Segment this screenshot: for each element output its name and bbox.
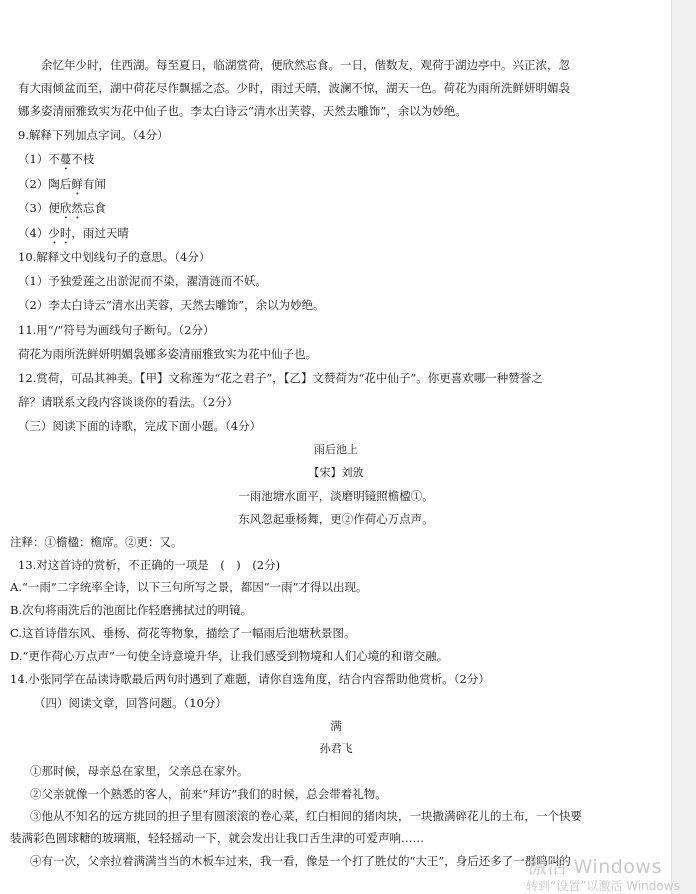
article-paragraph-3a: ③他从不知名的远方挑回的担子里有圆滚滚的卷心菜，红白相间的猪肉块，一块撒满碎花儿的土布，一个快要 xyxy=(30,809,582,823)
q9-i1-prefix: （1）不 xyxy=(18,152,60,166)
article-paragraph-1: ①那时候，母亲总在家里，父亲总在家外。 xyxy=(30,764,249,778)
q10-s2-prefix: （2） xyxy=(18,298,49,312)
q9-i4-suffix: ，雨过天晴 xyxy=(71,226,129,240)
question-12-line-1: 12.赏荷，可品其神美。【甲】文称莲为“花之君子”，【乙】文赞荷为“花中仙子”。你更喜欢哪一种赞誉之 xyxy=(18,371,543,385)
question-9-stem: 9.解释下列加点字词。（4分） xyxy=(18,128,169,142)
q9-i2-dotted: 鲜 xyxy=(71,177,83,191)
question-13-option-b: B.次句将雨洗后的池面比作轻磨拂拭过的明镜。 xyxy=(10,603,253,617)
poem-title: 雨后池上 xyxy=(314,443,358,456)
q9-i3-dotted: 欣然 xyxy=(59,201,83,215)
q10-s1-prefix: （1） xyxy=(18,274,49,288)
q9-i4-dotted: 少时 xyxy=(48,226,72,240)
question-10-item-1 xyxy=(18,274,658,288)
q9-i1-suffix: 不枝 xyxy=(71,152,95,166)
vertical-scrollbar[interactable] xyxy=(671,0,696,894)
question-13-option-c: C.这首诗借东风、垂杨、荷花等物象，描绘了一幅雨后池塘秋景图。 xyxy=(10,626,356,640)
question-11-sentence: 荷花为雨所洗鲜妍明媚袅娜多姿清丽雅致实为花中仙子也。 xyxy=(18,347,317,361)
poem-notes: 注释：①檐楹：檐席。②更：又。 xyxy=(10,535,183,549)
q9-i3-suffix: 忘食 xyxy=(82,201,106,215)
poem-author: 【宋】刘攽 xyxy=(308,466,364,479)
question-13-option-d: D.“更作荷心万点声”一句使全诗意境升华，让我们感受到物境和人们心境的和谐交融。 xyxy=(10,649,449,663)
question-10-stem: 10.解释文中划线句子的意思。（4分） xyxy=(18,250,211,264)
question-9-item-4 xyxy=(18,226,658,247)
q10-s2-sentence: 李太白诗云“清水出芙蓉，天然去雕饰”，余以为妙绝。 xyxy=(48,298,325,312)
question-9-item-2 xyxy=(18,177,658,198)
poem-line-2: 东风忽起垂杨舞，更②作荷心万点声。 xyxy=(238,512,434,526)
activation-watermark-title: 激活 Windows xyxy=(528,856,662,878)
article-paragraph-4: ④有一次，父亲拉着满满当当的木板车过来，我一看，像是一个打了胜仗的“大王”，身后还多了一群鸣叫的 xyxy=(30,854,571,868)
passage-line-2: 有大雨倾盆而至，湖中荷花尽作飘摇之态。少时，雨过天晴，波澜不惊，湖天一色。荷花为雨所洗鲜妍明媚袅 xyxy=(18,81,570,95)
q9-i2-prefix: （2）陶后 xyxy=(18,177,72,191)
q9-i3-prefix: （3）便 xyxy=(18,201,60,215)
passage-line-1: 余忆年少时，住西湖。每至夏日，临湖赏荷，便欣然忘食。一日，偕数友，观荷于湖边亭中。兴正浓，忽 xyxy=(41,58,570,72)
q9-i4-prefix: （4） xyxy=(18,226,49,240)
question-12-line-2: 辞？请联系文段内容谈谈你的看法。（2分） xyxy=(18,395,239,409)
passage-line-3: 娜多姿清丽雅致实为花中仙子也。李太白诗云“清水出芙蓉，天然去雕饰”，余以为妙绝。 xyxy=(18,104,467,118)
question-14-stem: 14.小张同学在品读诗歌最后两句时遇到了难题，请你自选角度，结合内容帮助他赏析。（2分） xyxy=(10,672,490,686)
question-9-item-3 xyxy=(18,201,658,222)
activation-watermark-subtitle: 转到“设置”以激活 Windows xyxy=(526,879,680,893)
question-11-stem: 11.用“/”符号为画线句子断句。（2分） xyxy=(18,323,215,337)
question-13-option-a: A.“一雨”二字统率全诗，以下三句所写之景，都因“一雨”才得以出现。 xyxy=(10,580,368,594)
section-4-heading: （四）阅读文章，回答问题。（10分） xyxy=(34,696,227,710)
section-3-heading: （三）阅读下面的诗歌，完成下面小题。（4分） xyxy=(18,419,262,433)
question-9-item-1 xyxy=(18,152,658,173)
question-10-item-2 xyxy=(18,298,658,312)
question-13-stem: 13.对这首诗的赏析，不正确的一项是 ( ) (2分) xyxy=(18,558,281,572)
q9-i2-suffix: 有闻 xyxy=(82,177,106,191)
poem-line-1: 一雨池塘水面平，淡磨明镜照檐楹①。 xyxy=(238,489,434,503)
article-paragraph-3b: 装满彩色圆球糖的玻璃瓶，轻轻摇动一下，就会发出让我口舌生津的可爱声响…… xyxy=(10,831,424,845)
q10-s1-sentence: 予独爱莲之出淤泥而不染，濯清涟而不妖。 xyxy=(48,274,267,288)
article-title: 满 xyxy=(330,719,342,733)
q9-i1-dotted: 蔓 xyxy=(59,152,72,166)
article-author: 孙君飞 xyxy=(319,742,353,755)
article-paragraph-2: ②父亲就像一个熟悉的客人，前来“拜访”我们的时候，总会带着礼物。 xyxy=(30,787,387,801)
